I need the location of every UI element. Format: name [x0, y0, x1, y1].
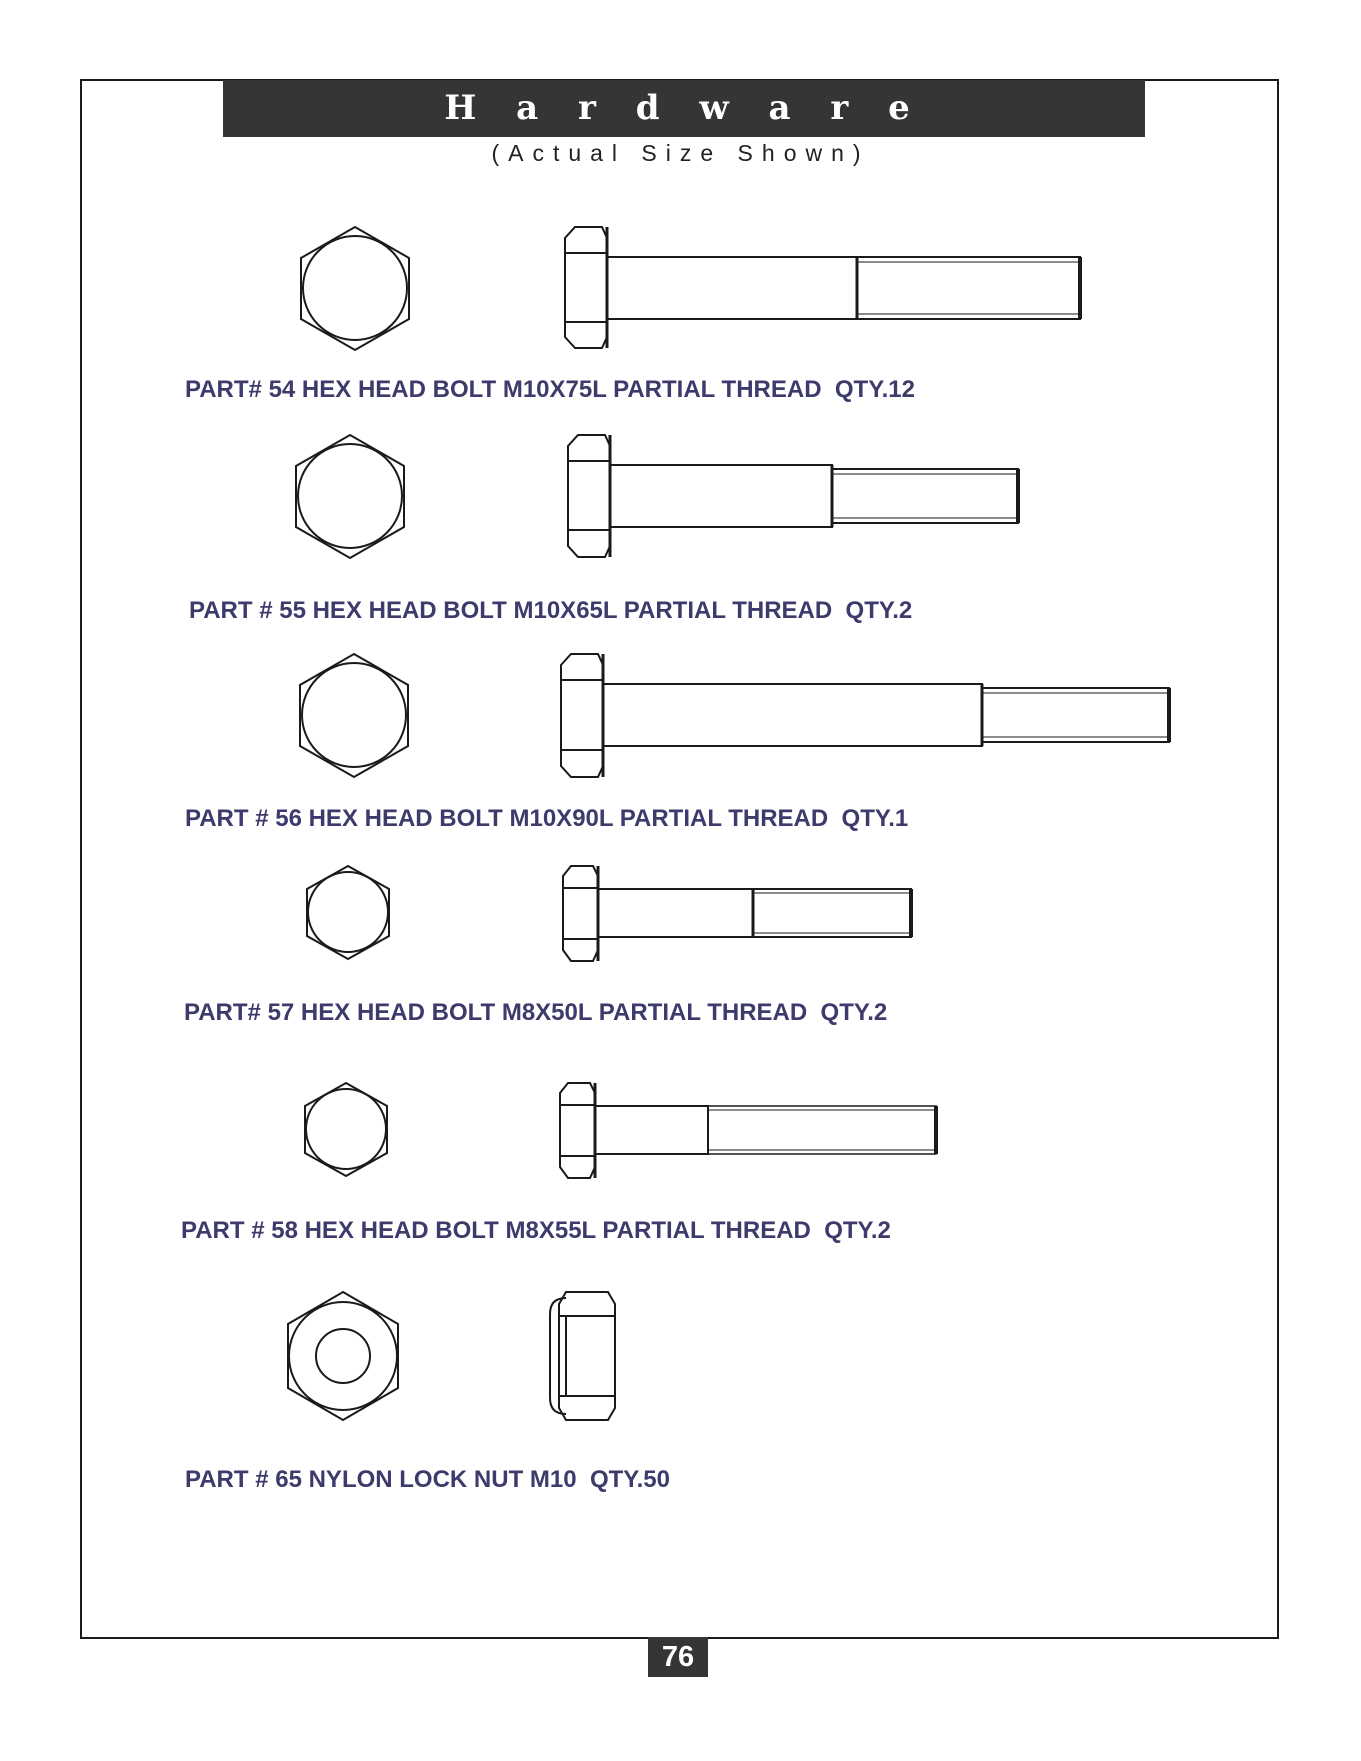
part-56-label: PART # 56 HEX HEAD BOLT M10X90L PARTIAL THREAD QTY.1	[185, 805, 909, 832]
part-65-side-view	[550, 1292, 615, 1420]
part-57-end-view	[307, 866, 389, 959]
part-65-label: PART # 65 NYLON LOCK NUT M10 QTY.50	[185, 1466, 670, 1493]
part-58-end-view	[305, 1083, 387, 1176]
part-56-side-view	[561, 654, 1169, 777]
part-56-end-view	[300, 654, 408, 777]
part-65-end-view	[288, 1292, 398, 1420]
part-54-end-view	[301, 227, 409, 350]
part-57-label: PART# 57 HEX HEAD BOLT M8X50L PARTIAL THREAD QTY.2	[184, 999, 888, 1026]
part-57-side-view	[563, 866, 911, 961]
part-55-label: PART # 55 HEX HEAD BOLT M10X65L PARTIAL THREAD QTY.2	[189, 597, 913, 624]
part-54-label: PART# 54 HEX HEAD BOLT M10X75L PARTIAL THREAD QTY.12	[185, 376, 915, 403]
page-title: H a r d w a r e	[223, 80, 1145, 137]
part-55-end-view	[296, 435, 404, 558]
part-54-side-view	[565, 227, 1080, 348]
part-58-label: PART # 58 HEX HEAD BOLT M8X55L PARTIAL THREAD QTY.2	[181, 1217, 891, 1244]
page-number: 76	[648, 1637, 708, 1677]
part-58-side-view	[560, 1083, 936, 1178]
page-subtitle: (Actual Size Shown)	[491, 140, 870, 166]
part-55-side-view	[568, 435, 1018, 557]
